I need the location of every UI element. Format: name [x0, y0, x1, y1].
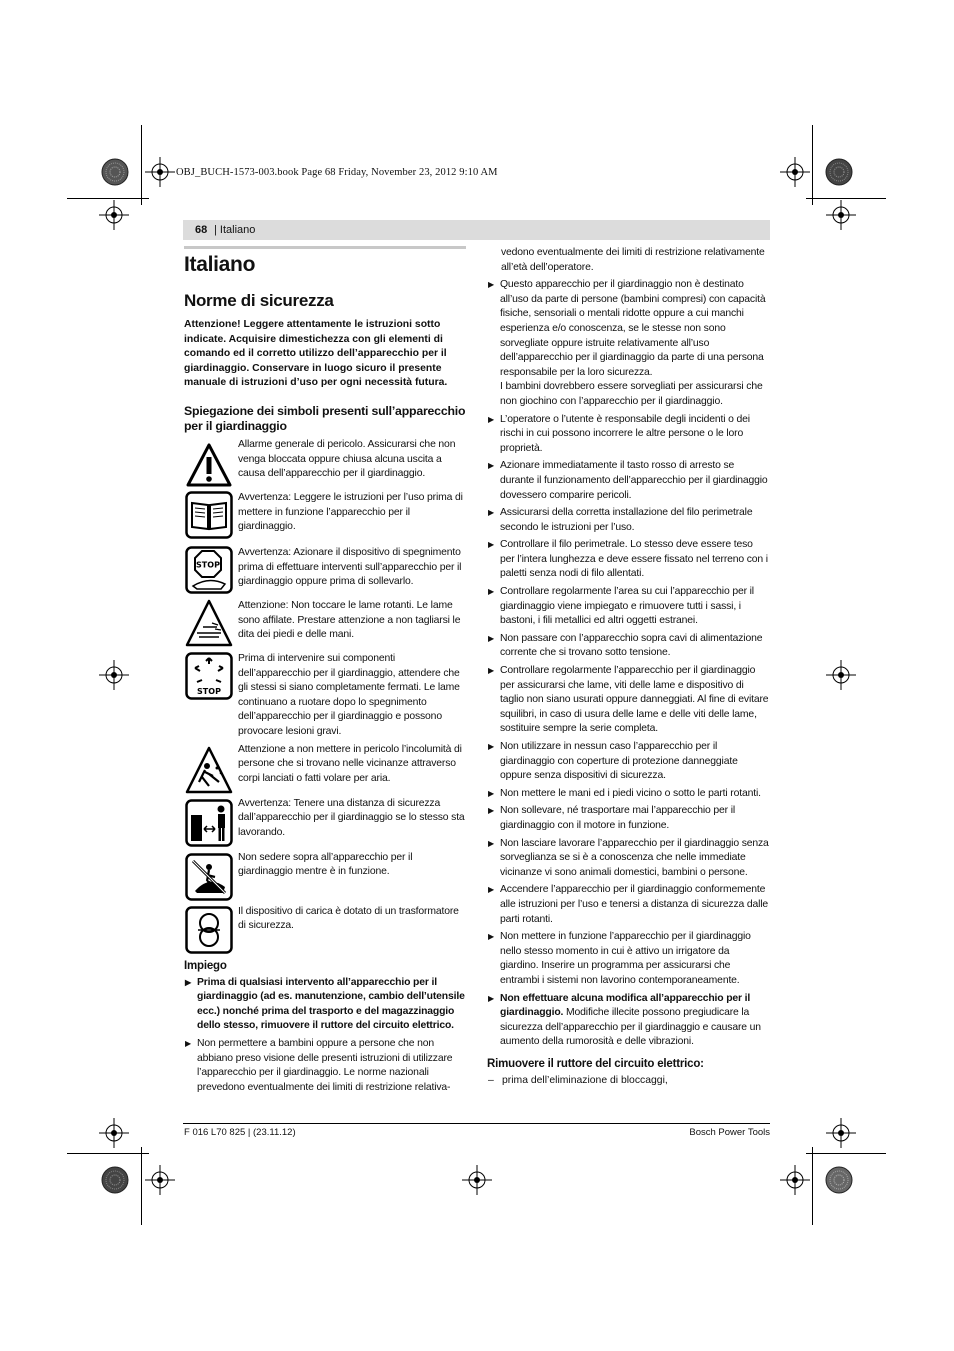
symbol-text: Allarme generale di pericolo. Assicurarsi che non venga bloccata oppure chiusa alcuna uscita a causa dell’apparecchio per il giardinaggio. [238, 438, 456, 480]
symbol-text: Avvertenza: Azionare il dispositivo di spegnimento prima di effettuare interventi sull’apparecchio per il giardinaggio oppure prima di sollevarlo. [238, 546, 462, 588]
symbol-row [184, 546, 466, 594]
page-number: 68 [195, 224, 208, 236]
page-footer [183, 1123, 770, 1138]
bullet-item: ▶ Non lasciare lavorare l’apparecchio per il giardinaggio senza sorveglianza se si è a conoscenza che nelle immediate vicinanze vi sono animali domestici, bambini o persone. [487, 837, 770, 881]
crop-mark [806, 198, 886, 199]
bullet-item: ▶ Non sollevare, né trasportare mai l’apparecchio per il giardinaggio con il motore in funzione. [487, 804, 770, 833]
registration-mark-icon [826, 200, 856, 230]
symbol-text: Il dispositivo di carica è dotato di un trasformatore di sicurezza. [238, 905, 459, 932]
registration-mark-icon [462, 1165, 492, 1195]
remove-title: Rimuovere il ruttore del circuito elettrico: [487, 1057, 704, 1070]
bullet-item: ▶ Controllare il filo perimetrale. Lo stesso deve essere teso per l’intera lunghezza e deve essere fissato nel terreno con i paletti senza nodi di filo allentati. [487, 538, 770, 582]
symbol-text: Avvertenza: Tenere una distanza di sicurezza dall’apparecchio per il giardinaggio se lo stesso sta lavorando. [238, 797, 465, 838]
bullet-item: ▶ Prima di qualsiasi intervento all’apparecchio per il giardinaggio (ad es. manutenzione, cambio dell’utensile ecc.) nonché prima del trasporto e del magazzinaggio dello stesso, rimuovere il ruttore del circuito elettrico. [184, 976, 466, 1034]
symbol-text: Non sedere sopra all’apparecchio per il giardinaggio mentre è in funzione. [238, 851, 413, 878]
page-title: Italiano [184, 253, 256, 276]
bullet-item [487, 992, 770, 1050]
symbol-row [184, 743, 466, 794]
bullet-item: ▶ Controllare regolarmente l’area su cui l’apparecchio per il giardinaggio viene impiegato e rimuovere tutti i sassi, i bastoni, i fili metallici ed altri oggetti estranei. [487, 585, 770, 629]
color-target-icon [825, 1166, 853, 1194]
symbol-text: Prima di intervenire sui componenti dell’apparecchio per il giardinaggio, attendere che gli stessi si siano completamente fermati. Le lame continuano a ruotare dopo lo spegnimento dell’apparecchio per il giardinaggio e possono provocare lesioni gravi. [238, 652, 460, 737]
bullet-item: ▶ Accendere l’apparecchio per il giardinaggio conformemente alle istruzioni per l’uso e tenersi a distanza di sicurezza dalle parti rotanti. [487, 883, 770, 927]
continuation-text: vedono eventualmente dei limiti di restrizione relativamente all’età dell’operatore. [501, 247, 765, 273]
right-column [487, 246, 770, 1088]
no-riding-icon [185, 853, 233, 901]
symbol-row [184, 652, 466, 740]
symbol-row [184, 851, 466, 901]
symbol-text: Attenzione a non mettere in pericolo l’incolumità di persone che si trovano nelle vicinanze attraverso corpi lanciati o fatti volare per aria. [238, 743, 462, 784]
bullet-item: ▶ Non permettere a bambini oppure a persone che non abbiano preso visione delle presenti istruzioni di utilizzare l’apparecchio per il giardinaggio. Le norme nazionali prevedono eventualmente dei limiti di restrizione relativa- [184, 1037, 466, 1081]
registration-mark-icon [99, 660, 129, 690]
symbol-text: Avvertenza: Leggere le istruzioni per l’uso prima di mettere in funzione l’apparecchio per il giardinaggio. [238, 491, 463, 533]
title-rule [184, 246, 466, 249]
stop-before-lifting-icon [185, 546, 233, 594]
bullet-bold-text: Non effettuare alcuna modifica all’apparecchio per il giardinaggio. [500, 992, 751, 1019]
color-target-icon [825, 158, 853, 186]
rotating-blades-icon [185, 599, 233, 647]
bullet-item: ▶ Non passare con l’apparecchio sopra cavi di alimentazione corrente che si trovano sotto tensione. [487, 632, 770, 661]
symbol-row [184, 491, 466, 539]
intro-warning: Attenzione! Leggere attentamente le istruzioni sotto indicate. Acquisire dimestichezza con gli elementi di comando ed il corretto utilizzo dell’apparecchio per il giardinaggio. Conservare in luogo sicuro il presente manuale di istruzioni d’uso per ogni necessità futura. [184, 319, 448, 389]
registration-mark-icon [780, 1165, 810, 1195]
registration-mark-icon [99, 200, 129, 230]
bullet-item: ▶ Controllare regolarmente l’apparecchio per il giardinaggio per assicurarsi che lame, viti delle lame e dispositivo di taglio non siano usurati oppure danneggiati. Al fine di evitare squilibri, in caso di usura delle lame e delle viti delle lame, sostituire sempre la serie completa. [487, 664, 770, 737]
stop-label: STOP [197, 686, 221, 696]
left-column [184, 246, 466, 1093]
bullet-item: ▶ Assicurarsi della corretta installazione del filo perimetrale secondo le istruzioni per l’uso. [487, 506, 770, 535]
file-header: OBJ_BUCH-1573-003.book Page 68 Friday, November 23, 2012 9:10 AM [176, 167, 498, 178]
symbol-row [184, 438, 466, 488]
color-target-icon [101, 158, 129, 186]
registration-mark-icon [145, 1165, 175, 1195]
dash-item: – prima dell’eliminazione di bloccaggi, [487, 1074, 770, 1089]
symbol-text: Attenzione: Non toccare le lame rotanti. Le lame sono affilate. Prestare attenzione a non tagliarsi le dita dei piedi e delle mani. [238, 599, 461, 641]
crop-mark [141, 125, 142, 205]
bullet-item: ▶ Azionare immediatamente il tasto rosso di arresto se durante il funzionamento dell’apparecchio per il giardinaggio dovessero comparire pericoli. [487, 459, 770, 503]
page-language-label: Italiano [219, 224, 256, 236]
bullet-text: Modifiche illecite possono pregiudicare la sicurezza dell’apparecchio per il giardinaggio e causare un aumento della rumorosità e delle vibrazioni. [500, 1007, 761, 1048]
symbols-title: Spiegazione dei simboli presenti sull’apparecchio per il giardinaggio [184, 403, 466, 433]
bullet-item [487, 278, 770, 409]
registration-mark-icon [99, 1118, 129, 1148]
safety-transformer-icon [185, 906, 233, 954]
registration-mark-icon [826, 1118, 856, 1148]
registration-mark-icon [780, 157, 810, 187]
bullet-item: ▶ Non utilizzare in nessun caso l’apparecchio per il giardinaggio con coperture di protezione danneggiate oppure senza dispositivi di sicurezza. [487, 740, 770, 784]
crop-mark [67, 1153, 149, 1154]
section-title: Norme di sicurezza [184, 291, 334, 310]
warning-triangle-icon [185, 442, 233, 488]
registration-mark-icon [145, 157, 175, 187]
usage-title: Impiego [184, 959, 227, 972]
footer-doc-number: F 016 L70 825 | (23.11.12) [184, 1127, 296, 1138]
safe-distance-icon [185, 799, 233, 847]
bullet-item: ▶ Non mettere in funzione l’apparecchio per il giardinaggio nello stesso momento in cui è attivo un irrigatore da giardino. Inserire un programma per assicurarsi che entrambi i sistemi non lavorino contemporaneamente. [487, 930, 770, 988]
registration-mark-icon [826, 660, 856, 690]
wait-stop-icon [185, 652, 233, 700]
crop-mark [812, 125, 813, 205]
bullet-item: ▶ L’operatore o l’utente è responsabile degli incidenti o dei rischi in cui possono incorrere le altre persone o le loro proprietà. [487, 413, 770, 457]
crop-mark [141, 1147, 142, 1225]
page-language: | Italiano [214, 224, 256, 236]
thrown-objects-icon [185, 746, 233, 794]
color-target-icon [101, 1166, 129, 1194]
footer-brand: Bosch Power Tools [689, 1127, 770, 1138]
stop-label: STOP [196, 560, 220, 570]
symbol-row [184, 599, 466, 647]
symbol-row [184, 905, 466, 954]
bullet-text: Questo apparecchio per il giardinaggio non è destinato all’uso da parte di persone (bambini compresi) con capacità fisiche, sensoriali o mentali ridotte oppure a cui manchi esperienza e/o conoscenza, se le stesse non sono sorvegliate oppure istruite relativamente all’uso dell’apparecchio per il giardinaggio da parte di una persona responsabile per la loro sicurezza. I bambini dovrebbero essere sorvegliati per assicurarsi che non giochino con l’apparecchio per il giardinaggio. [500, 279, 766, 407]
bullet-item: ▶ Non mettere le mani ed i piedi vicino o sotto le parti rotanti. [487, 787, 770, 802]
symbol-row [184, 797, 466, 847]
crop-mark [806, 1153, 886, 1154]
crop-mark [67, 198, 149, 199]
page-header-bar [183, 220, 770, 240]
crop-mark [812, 1147, 813, 1225]
read-manual-icon [185, 491, 233, 539]
